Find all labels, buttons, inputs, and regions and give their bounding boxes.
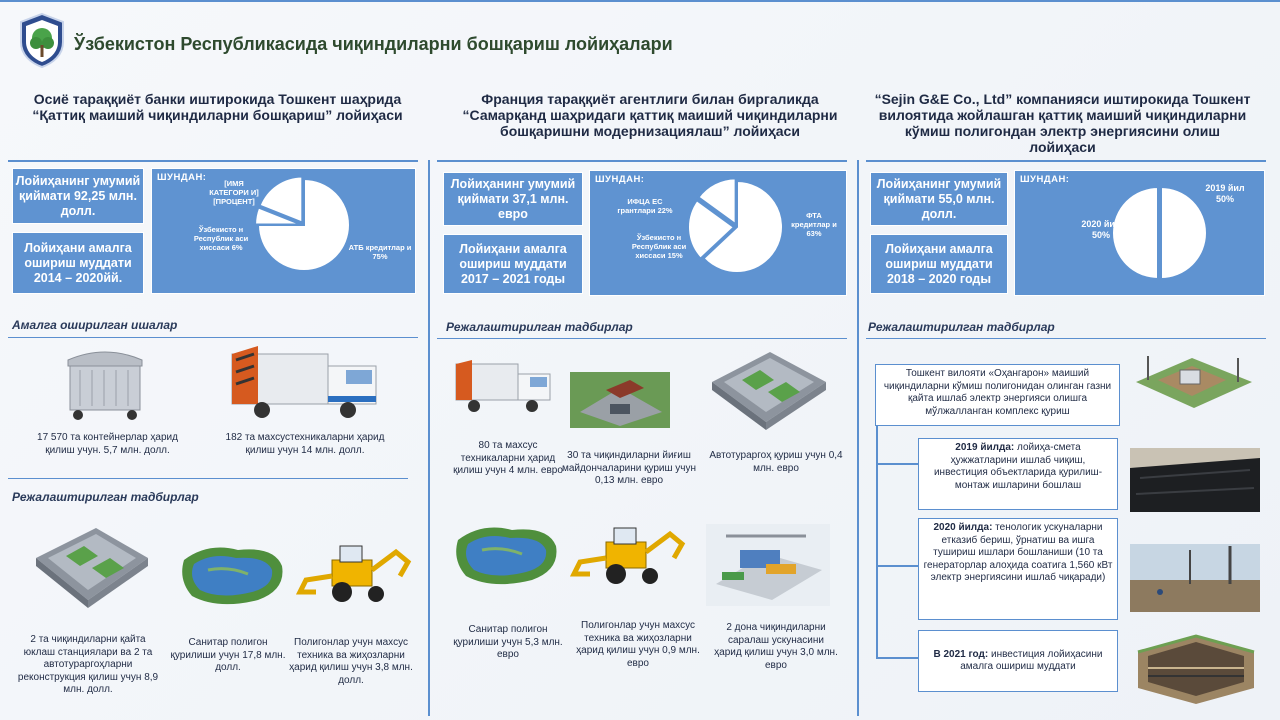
pie-label: ИФЦА ЕС грантлари 22%	[617, 197, 673, 215]
divider	[8, 160, 418, 162]
divider	[866, 338, 1266, 339]
caption: 2 дона чиқиндиларни саралаш ускунасини ҳарид қилиш учун 3,0 млн. евро	[714, 622, 838, 671]
project1-pie	[254, 175, 354, 275]
step-2019	[918, 438, 1118, 510]
pie-label: [ИМЯ КАТЕГОРИ И] [ПРОЦЕНТ]	[209, 179, 259, 206]
pie-label: ФТА кредитлар и 63%	[791, 211, 837, 238]
gas-power-complex-image	[1128, 352, 1258, 414]
pie-header: ШУНДАН:	[1020, 174, 1070, 185]
step-text: лойиҳа-смета ҳужжатларини ишлаб чиқиш, инвестиция объектларида қурилиш-монтаж ишларини бошлаш	[933, 442, 1103, 491]
parking-facility-image	[704, 346, 832, 438]
project1-cost: Лойиҳанинг умумий қиймати 92,25 млн. долл.	[12, 168, 144, 224]
project3-pie-panel	[1014, 170, 1265, 296]
page-title: Ўзбекистон Республикасида чиқиндиларни бошқариш лойиҳалари	[74, 34, 673, 54]
garbage-truck-image	[228, 340, 388, 424]
caption: Полигонлар учун махсус техника ва жиҳозларни ҳарид қилиш учун 0,9 млн. евро	[576, 620, 700, 669]
connector-line	[876, 565, 918, 567]
pie-label: АТБ кредитлар и 75%	[348, 243, 412, 261]
pie-header: ШУНДАН:	[157, 172, 207, 183]
shield-tree-logo	[18, 12, 66, 68]
pie-slice-0	[1161, 187, 1207, 279]
pie-label: Ўзбекисто н Республик аси хиссаси 6%	[193, 225, 249, 252]
pie-label: 2019 йил 50%	[1205, 183, 1245, 204]
pie-header: ШУНДАН:	[595, 174, 645, 185]
backhoe-loader-image	[570, 522, 688, 588]
caption: 182 та махсустехникаларни ҳарид қилиш учун 14 млн. долл.	[225, 432, 385, 456]
step-year: 2020 йилда:	[933, 522, 993, 533]
divider	[437, 160, 847, 162]
construction-site-image	[1130, 544, 1260, 612]
project1-period: Лойиҳани амалга ошириш муддати 2014 – 2020йй.	[12, 232, 144, 294]
connector-line	[876, 463, 918, 465]
section-heading-done: Амалга оширилган ишалар	[12, 318, 178, 332]
step-text: инвестиция лойиҳасини амалга ошириш муддати	[960, 648, 1103, 672]
section-heading-planned: Режалаштирилган тадбирлар	[12, 490, 199, 504]
sorting-equipment-image	[706, 524, 830, 606]
sanitary-landfill-image	[178, 540, 288, 610]
waste-container-image	[60, 342, 150, 424]
caption: Санитар полигон қурилиши учун 17,8 млн. долл.	[170, 637, 286, 673]
caption: 30 та чиқиндиларни йиғиш майдончаларини қуриш учун 0,13 млн. евро	[561, 450, 697, 486]
collection-site-image	[570, 372, 670, 428]
caption: 80 та махсус техникаларни ҳарид қилиш учун 4 млн. евро	[453, 440, 563, 476]
project3-period: Лойиҳани амалга ошириш муддати 2018 – 2020 годы	[870, 234, 1008, 294]
divider	[437, 338, 847, 339]
garbage-truck-image	[452, 354, 556, 418]
project2-pie-panel	[589, 170, 847, 296]
step-year: 2019 йилда:	[955, 442, 1015, 453]
project2-cost: Лойиҳанинг умумий қиймати 37,1 млн. евро	[443, 172, 583, 226]
project3-main-box: Тошкент вилояти «Оҳангарон» маиший чиқиндиларни кўмиш полигонидан олинган газни қайта ишлаб электр энергияси олишга мўлжалланган комплекс қуриш	[875, 364, 1120, 426]
column-divider	[428, 160, 430, 716]
connector-line	[876, 657, 918, 659]
project3-title: “Sejin G&E Co., Ltd” компанияси иштирокида Тошкент вилоятида жойлашган қаттиқ маиший чиқиндиларни кўмиш полигондан электр энергиясини олиш лойиҳаси	[874, 91, 1251, 155]
divider	[8, 478, 408, 479]
section-heading-planned: Режалаштирилган тадбирлар	[446, 320, 633, 334]
sanitary-landfill-image	[452, 520, 562, 590]
project1-title: Осиё тараққиёт банки иштирокида Тошкент шаҳрида “Қаттиқ маиший чиқиндиларни бошқариш” лойиҳаси	[32, 91, 403, 123]
project2-period: Лойиҳани амалга ошириш муддати 2017 – 2021 годы	[443, 234, 583, 294]
project3-cost: Лойиҳанинг умумий қиймати 55,0 млн. долл.	[870, 172, 1008, 226]
step-2021	[918, 630, 1118, 692]
backhoe-loader-image	[296, 540, 414, 606]
project3-pie	[1111, 183, 1211, 283]
transfer-station-image	[26, 518, 154, 618]
project2-title: Франция тараққиёт агентлиги билан биргаликда “Самарқанд шаҳридаги қаттиқ маиший чиқиндиларни бошқаришни модернизациялаш” лойиҳаси	[462, 91, 838, 139]
caption: Автотураргоҳ қуриш учун 0,4 млн. евро	[709, 450, 843, 474]
step-year: В 2021 год:	[933, 648, 989, 660]
caption: 17 570 та контейнерлар ҳарид қилиш учун. 5,7 млн. долл.	[37, 432, 178, 456]
step-text: тенологик ускуналарни етказиб бериш, ўрнатиш ва ишга тушириш ишлари бошланиши (10 та генераторлар алоҳида соатига 1,560 кВт электр энергиясини ишлаб чиқаради)	[923, 522, 1113, 583]
step-2020	[918, 518, 1118, 620]
column-divider	[857, 160, 859, 716]
top-rule	[0, 0, 1280, 2]
section-heading-planned: Режалаштирилган тадбирлар	[868, 320, 1055, 334]
pie-label: Ўзбекисто н Республик аси хиссаси 15%	[631, 233, 687, 260]
project2-pie	[687, 177, 787, 277]
divider	[8, 337, 418, 338]
landfill-liner-image	[1130, 448, 1260, 512]
landfill-cross-section-image	[1132, 632, 1260, 706]
caption: 2 та чиқиндиларни қайта юклаш станциялари ва 2 та автотураргоҳларни реконструкция қилиш учун 8,9 млн. долл.	[17, 634, 159, 695]
pie-label: 2020 йил 50%	[1081, 219, 1121, 240]
divider	[866, 160, 1266, 162]
caption: Полигонлар учун махсус техника ва жиҳозларни ҳарид қилиш учун 3,8 млн. долл.	[289, 637, 413, 686]
project1-pie-panel	[151, 168, 416, 294]
connector-line	[876, 426, 878, 658]
caption: Санитар полигон қурилиши учун 5,3 млн. евро	[453, 624, 563, 660]
